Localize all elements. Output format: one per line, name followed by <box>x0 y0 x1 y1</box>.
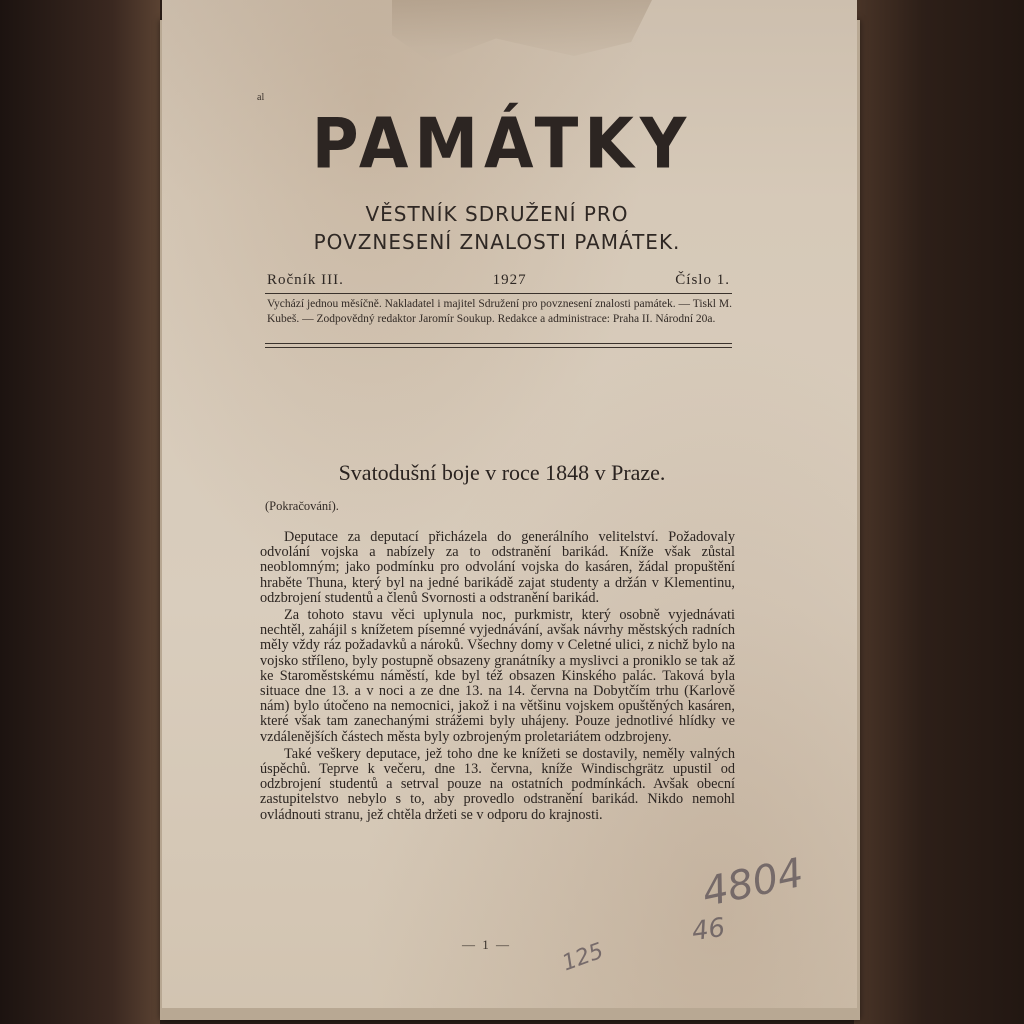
left-background <box>0 0 160 1024</box>
article-body <box>260 530 735 825</box>
subtitle-line-1: VĚSTNÍK SDRUŽENÍ PRO <box>365 202 629 226</box>
right-background <box>854 0 1024 1024</box>
title-prefix-mark: al <box>257 92 265 103</box>
continuation-note: (Pokračování). <box>265 499 339 513</box>
imprint-text: Vychází jednou měsíčně. Nakladatel i majitel Sdružení pro povznesení znalosti památek. — Tiskl M. Kubeš. — Zodpovědný redaktor Jaromír Soukup. Redakce a administrace: Praha II. Národní 20a. <box>267 298 732 325</box>
paragraph: Deputace za deputací přicházela do generálního velitelství. Požadovaly odvolání vojska a nabízely za to odstranění barikád. Kníže však zůstal neoblomným; jako podmínku pro odvolání vojska do kasáren, žádal propuštění hraběte Thuna, který byl na jedné barikádě zajat studenty a držán v Klementinu, odzbrojení studentů a členů Svornosti a odstranění barikád. <box>260 529 735 606</box>
issue-number: Číslo 1. <box>675 272 730 288</box>
paragraph: Také veškery deputace, jež toho dne ke knížeti se dostavily, neměly valných úspěchů. Teprve k večeru, dne 13. června, kníže Windischgrätz upustil od odzbrojení studentů a setrval pouze na ostatních podmínkách. Avšak obecní zastupitelstvo nebylo s to, aby provedlo odstranění barikád. Nikdo nemohl ovládnouti stranu, jež chtěla držeti se v odporu do krajnosti. <box>260 745 735 823</box>
divider-double-1 <box>265 343 732 344</box>
journal-title: PAMÁTKY <box>311 105 693 185</box>
year-label: 1927 <box>492 272 527 288</box>
divider-double-2 <box>265 347 732 348</box>
document-page <box>162 0 857 1008</box>
volume-label: Ročník III. <box>267 272 344 288</box>
journal-subtitle <box>257 200 737 256</box>
pencil-annotation: 46 <box>690 912 728 948</box>
paragraph: Za tohoto stavu věci uplynula noc, purkmistr, který osobně vyjednávati nechtěl, zahájil s knížetem písemné vyjednávání, avšak návrhy městských radních měly vždy ráz požadavků a nároků. Všechny domy v Celetné ulici, z nichž bylo na vojsko stříleno, byly postupně obsazeny granátníky a myslivci a proniklo se tak až ke Staroměstskému náměstí, kde byl též obsazen Kinského palác. Taková byla situace dne 13. a v noci a ze dne 13. na 14. června na Dobytčím trhu (Karlově nám) bylo útočeno na nemocnici, jakož i na většinu vojskem opuštěných kasáren, které však tam zanechanými strážemi byly uhájeny. Pouze jednotlivé hlídky ve vzdálenějších částech města byly ozbrojeným proletariátem odzbrojeny. <box>260 607 735 745</box>
torn-paper-area <box>392 0 652 70</box>
pencil-annotation: 4804 <box>698 849 808 917</box>
page-number: — 1 — <box>462 937 511 952</box>
subtitle-line-2: POVZNESENÍ ZNALOSTI PAMÁTEK. <box>313 230 681 254</box>
article-title: Svatodušní boje v roce 1848 v Praze. <box>338 460 666 485</box>
pencil-annotation: 125 <box>558 938 608 977</box>
divider-top <box>265 293 732 294</box>
issue-info-row <box>267 272 730 289</box>
